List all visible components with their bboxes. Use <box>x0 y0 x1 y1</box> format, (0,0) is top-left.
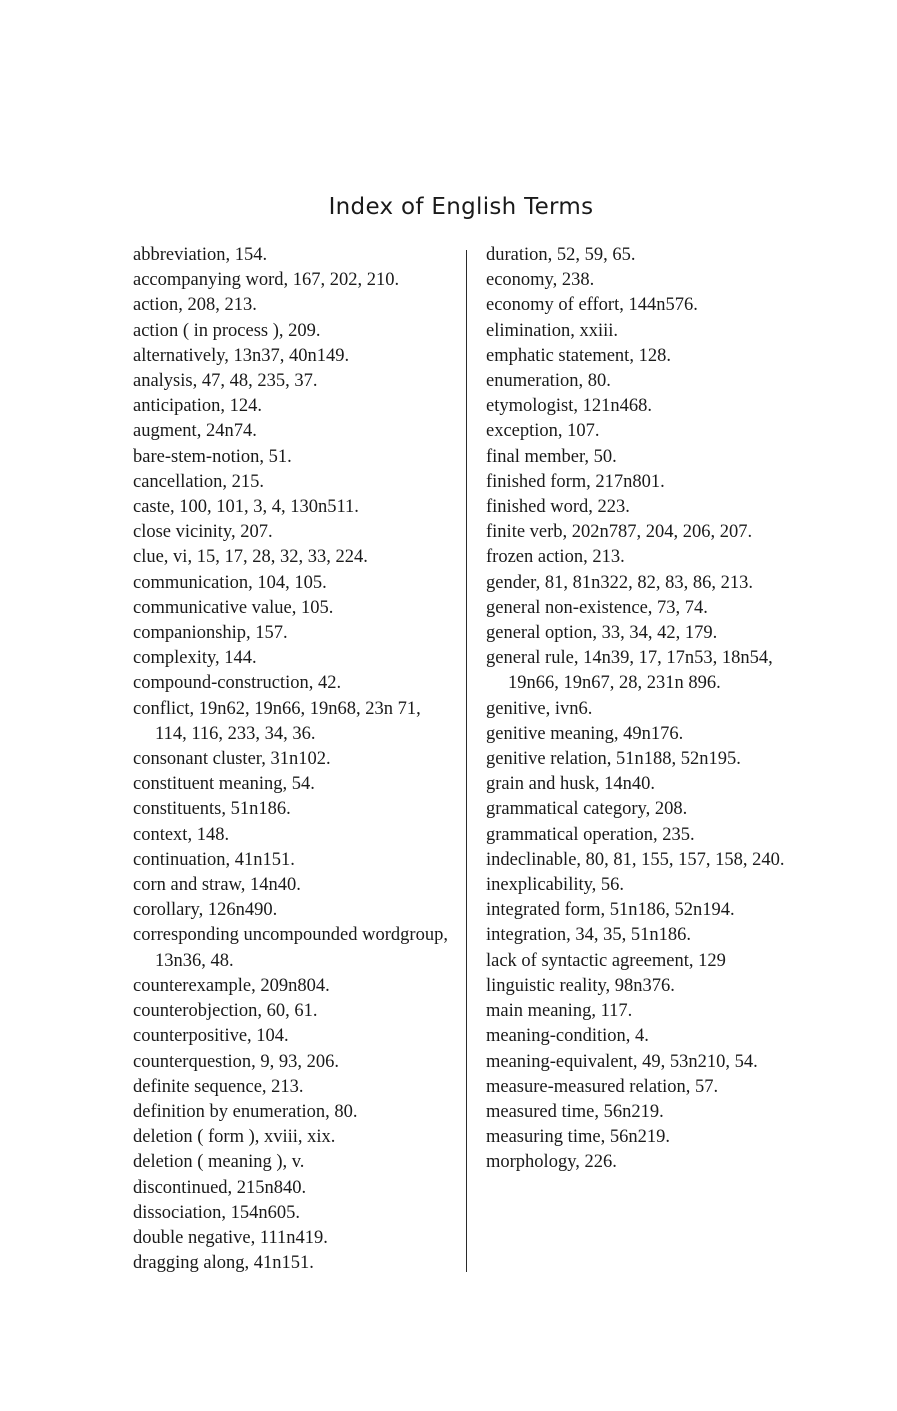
index-entry: measured time, 56n219. <box>486 1101 664 1122</box>
index-entry: augment, 24n74. <box>133 421 257 442</box>
index-entry: frozen action, 213. <box>486 547 625 568</box>
index-entry: inexplicability, 56. <box>486 875 625 896</box>
index-entry: dragging along, 41n151. <box>133 1253 314 1274</box>
index-entry: cancellation, 215. <box>133 471 264 492</box>
index-entry: clue, vi, 15, 17, 28, 32, 33, 224. <box>133 547 368 568</box>
index-entry: counterquestion, 9, 93, 206. <box>133 1051 340 1072</box>
index-entry: etymologist, 121n468. <box>486 396 652 417</box>
index-entry: enumeration, 80. <box>486 371 611 392</box>
index-entry: general rule, 14n39, 17, 17n53, 18n54, 19n66, 19n67, 28, 231n 896. <box>486 648 773 694</box>
index-entry: counterpositive, 104. <box>133 1026 289 1047</box>
index-entry: grammatical category, 208. <box>486 799 688 820</box>
index-entry: consonant cluster, 31n102. <box>133 749 331 770</box>
index-entry: general non-existence, 73, 74. <box>486 597 708 618</box>
index-entry: grain and husk, 14n40. <box>486 774 656 795</box>
index-entry: deletion ( form ), xviii, xix. <box>133 1127 336 1148</box>
index-entry: emphatic statement, 128. <box>486 345 671 366</box>
index-entry: companionship, 157. <box>133 623 288 644</box>
index-entry: constituent meaning, 54. <box>133 774 315 795</box>
index-entry: economy of effort, 144n576. <box>486 295 698 316</box>
index-entry: abbreviation, 154. <box>133 245 268 265</box>
index-entry: context, 148. <box>133 824 230 845</box>
index-entry: communicative value, 105. <box>133 597 334 618</box>
index-entry: duration, 52, 59, 65. <box>486 245 636 265</box>
index-entry: alternatively, 13n37, 40n149. <box>133 345 350 366</box>
index-entry: conflict, 19n62, 19n66, 19n68, 23n 71, 114, 116, 233, 34, 36. <box>133 698 421 744</box>
index-entry: elimination, xxiii. <box>486 320 619 341</box>
index-entry: deletion ( meaning ), v. <box>133 1152 305 1173</box>
index-entry: exception, 107. <box>486 421 600 442</box>
index-column-left <box>133 243 455 1276</box>
index-entry: measuring time, 56n219. <box>486 1127 670 1148</box>
index-entry: dissociation, 154n605. <box>133 1202 301 1223</box>
index-entry: anticipation, 124. <box>133 396 262 417</box>
index-entry: economy, 238. <box>486 270 595 291</box>
index-entry: lack of syntactic agreement, 129 <box>486 950 726 971</box>
index-entry: definite sequence, 213. <box>133 1076 304 1097</box>
index-entry: analysis, 47, 48, 235, 37. <box>133 371 318 392</box>
index-entry: genitive, ivn6. <box>486 698 593 719</box>
index-entry: integration, 34, 35, 51n186. <box>486 925 692 946</box>
index-entry: compound-construction, 42. <box>133 673 342 694</box>
index-entry: genitive meaning, 49n176. <box>486 723 684 744</box>
index-entry: measure-measured relation, 57. <box>486 1076 719 1097</box>
index-entry: action ( in process ), 209. <box>133 320 321 341</box>
index-entry: integrated form, 51n186, 52n194. <box>486 900 735 921</box>
index-entry: close vicinity, 207. <box>133 522 273 543</box>
index-entry: finished word, 223. <box>486 497 630 518</box>
index-entry: complexity, 144. <box>133 648 257 669</box>
page-title: Index of English Terms <box>328 194 594 220</box>
index-entry: communication, 104, 105. <box>133 572 327 593</box>
index-entry: finished form, 217n801. <box>486 471 665 492</box>
index-column-right <box>486 243 808 1176</box>
index-entry: grammatical operation, 235. <box>486 824 695 845</box>
index-entry: finite verb, 202n787, 204, 206, 207. <box>486 522 753 543</box>
index-entry: corresponding uncompounded wordgroup, 13n36, 48. <box>133 925 448 971</box>
index-entry: counterexample, 209n804. <box>133 975 330 996</box>
index-entry: action, 208, 213. <box>133 295 257 316</box>
index-entry: discontinued, 215n840. <box>133 1177 307 1198</box>
index-entry: bare-stem-notion, 51. <box>133 446 292 467</box>
index-entry: linguistic reality, 98n376. <box>486 975 675 996</box>
index-entry: caste, 100, 101, 3, 4, 130n511. <box>133 497 359 518</box>
index-entry: morphology, 226. <box>486 1152 617 1173</box>
column-divider <box>466 250 467 1272</box>
index-entry: genitive relation, 51n188, 52n195. <box>486 749 741 770</box>
index-entry: general option, 33, 34, 42, 179. <box>486 623 718 644</box>
index-entry: gender, 81, 81n322, 82, 83, 86, 213. <box>486 572 753 593</box>
index-entry: counterobjection, 60, 61. <box>133 1001 318 1022</box>
index-entry: meaning-equivalent, 49, 53n210, 54. <box>486 1051 758 1072</box>
index-entry: constituents, 51n186. <box>133 799 291 820</box>
index-entry: final member, 50. <box>486 446 617 467</box>
index-entry: meaning-condition, 4. <box>486 1026 649 1047</box>
index-entry: continuation, 41n151. <box>133 849 295 870</box>
index-entry: corollary, 126n490. <box>133 900 278 921</box>
index-entry: accompanying word, 167, 202, 210. <box>133 270 400 291</box>
index-entry: double negative, 111n419. <box>133 1227 328 1248</box>
index-entry: indeclinable, 80, 81, 155, 157, 158, 240. <box>486 849 785 870</box>
index-entry: main meaning, 117. <box>486 1001 633 1022</box>
index-entry: corn and straw, 14n40. <box>133 875 301 896</box>
index-entry: definition by enumeration, 80. <box>133 1101 358 1122</box>
